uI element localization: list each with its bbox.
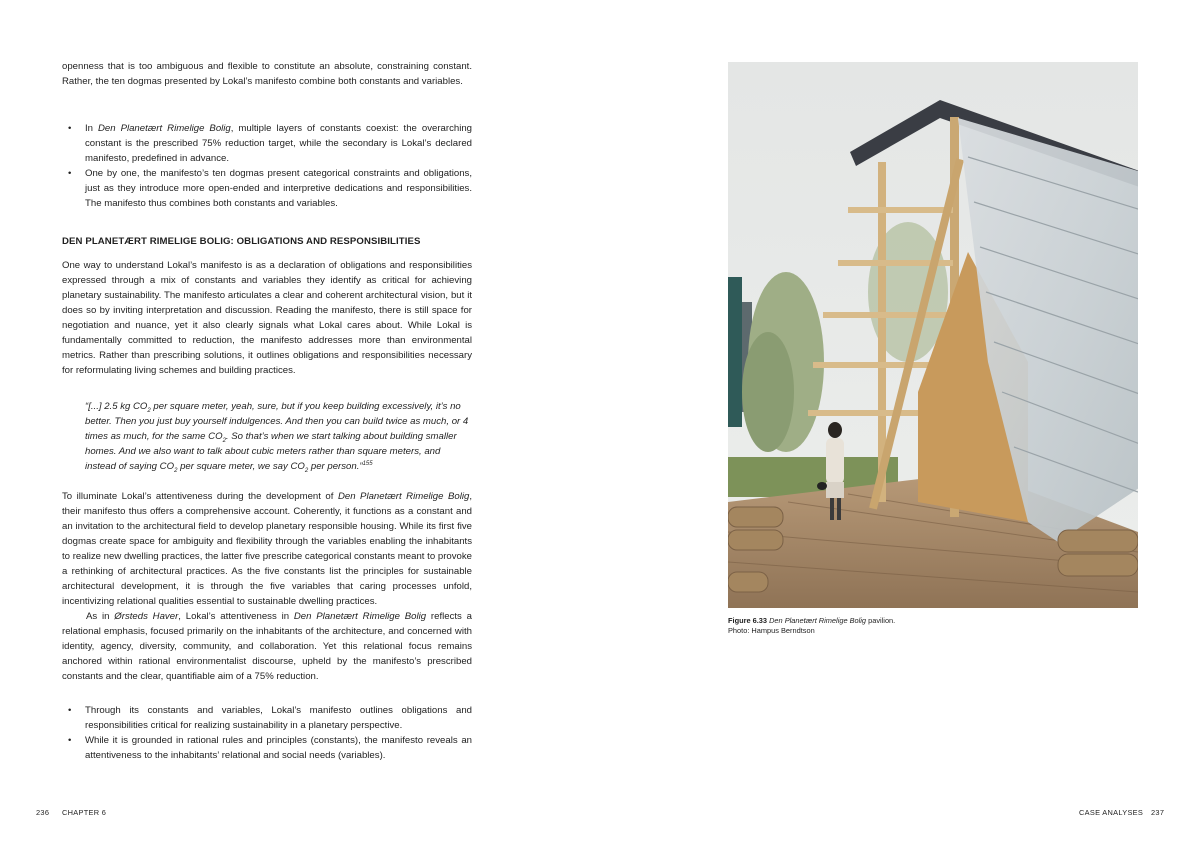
left-page-number: 236 xyxy=(36,808,50,817)
list-item: • Through its constants and variables, Lokal’s manifesto outlines obligations and responsibilities critical for realizing sustainability in a planetary perspective. xyxy=(62,703,472,733)
left-running-header: CHAPTER 6 xyxy=(62,808,107,817)
body-paragraphs xyxy=(62,489,472,684)
section-text: One way to understand Lokal’s manifesto is as a declaration of obligations and responsibilities expressed through a mix of constants and variables they identify as critical for achieving planetary sustainability. The manifesto articulates a clear and coherent architectural vision, but it does so by inviting interpretation and discussion. Reading the manifesto, there is still space for negotiation and nuance, yet it also clearly signals what Lokal cares about. While Lokal is fundamentally committed to reduction, the manifesto addresses more than environmental metrics. Rather than prescribing solutions, it outlines obligations and responsibilities necessary for reformulating living schemes and building practices. xyxy=(62,260,472,376)
section-heading: DEN PLANETÆRT RIMELIGE BOLIG: OBLIGATIONS AND RESPONSIBILITIES xyxy=(62,236,421,247)
right-page-number: 237 xyxy=(1151,808,1165,817)
list-item: • One by one, the manifesto’s ten dogmas present categorical constraints and obligations, just as they introduce more open-ended and interpretive dedications and responsibilities. The manifesto thus combines both constants and variables. xyxy=(62,166,472,211)
pavilion-photo xyxy=(728,62,1138,608)
photo-credit: Photo: Hampus Berndtson xyxy=(728,626,815,635)
interview-quote: “[...] 2.5 kg $CO_2$ per square meter, yeah, sure, but if you keep building excessively, it’s no better. Then you just buy yourself indulgences. And then you can build twice as much, or 4 times as much, for the same $CO_2$. So that’s when we start talking about building smaller homes. And we also want to talk about cubic meters rather than square meters, and instead of saying $CO_2$ per square meter, we say $CO_2$ per person.”$^{155}$ xyxy=(85,401,469,474)
figure-label: Figure 6.33 xyxy=(728,616,768,625)
constants-bullet-list xyxy=(62,121,472,211)
body-paragraph-2: As in Ørsteds Haver, Lokal’s attentiveness in Den Planetært Rimelige Bolig reflects a relational emphasis, focused primarily on the inhabitants of the architecture, and concerned with identity, agency, diversity, community, and collaboration. Yet this relational focus remains anchored within rational environmentalist discourse, upheld by the manifesto’s prescribed constants and the clear, quantifiable aim of a 75% reduction. xyxy=(62,611,472,682)
footnote-reference: 155 xyxy=(362,460,373,467)
intro-paragraph xyxy=(62,59,472,89)
summary-bullet-list xyxy=(62,703,472,763)
intro-text: openness that is too ambiguous and flexible to constitute an absolute, constraining constant. Rather, the ten dogmas presented by Lokal’s manifesto combine both constants and variables. xyxy=(62,61,472,87)
figure-caption: Figure 6.33 Den Planetært Rimelige Bolig pavilion. Photo: Hampus Berndtson xyxy=(728,616,896,635)
list-item: • In Den Planetært Rimelige Bolig, multiple layers of constants coexist: the overarching constant is the prescribed 75% reduction target, while the secondary is Lokal’s declared manifesto, predefined in advance. xyxy=(62,121,472,166)
list-item: • While it is grounded in rational rules and principles (constants), the manifesto reveals an attentiveness to the inhabitants’ relational and social needs (variables). xyxy=(62,733,472,763)
figure-title: Den Planetært Rimelige Bolig xyxy=(769,616,867,625)
section-paragraph xyxy=(62,258,472,378)
right-running-header: CASE ANALYSES xyxy=(1079,808,1144,817)
body-paragraph-1: To illuminate Lokal’s attentiveness during the development of Den Planetært Rimelige Bolig, their manifesto thus offers a comprehensive account. Coherently, it functions as a constant and an invitation to the architectural field to develop planetary responsible housing. While its first five dogmas create space for ambiguity and flexibility through the variables enabling the inhabitants to realize new dwelling practices, the latter five prescribe categorical constants meant to provoke a rethinking of architectural practices. As the five constants list the principles for sustainable architectural development, it is through the five variables that caring processes unfold, incentivizing relational qualities essential to sustainable dwelling practices. xyxy=(62,491,472,607)
